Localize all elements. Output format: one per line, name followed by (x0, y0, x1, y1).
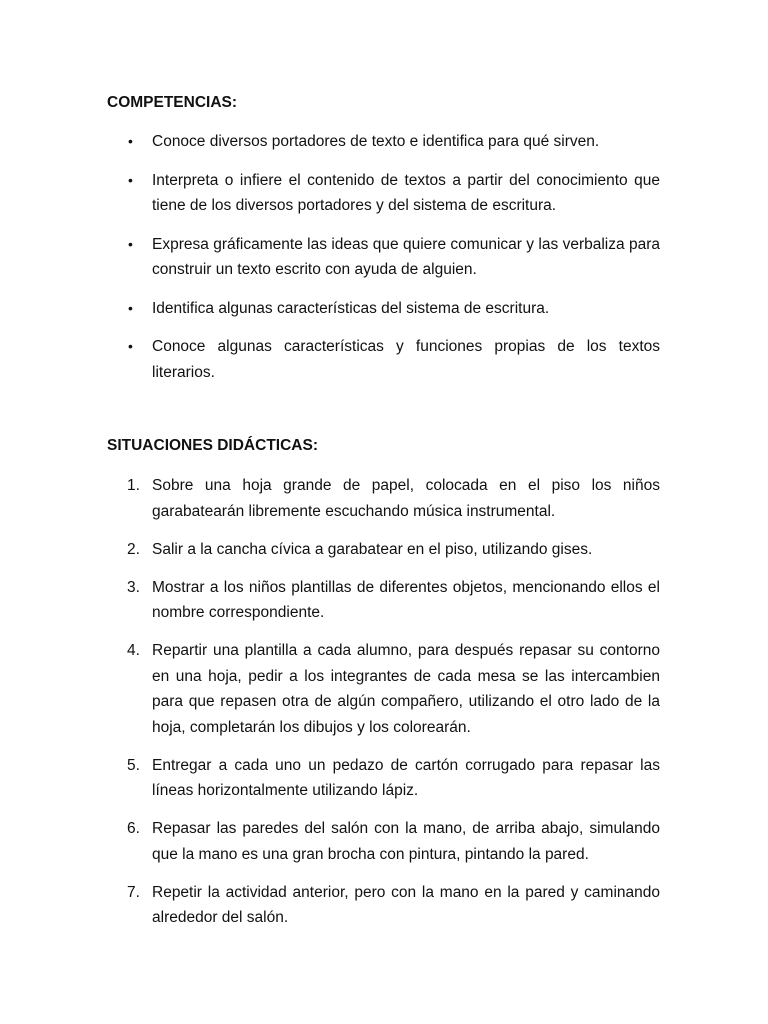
list-item-text: Expresa gráficamente las ideas que quiere comunicar y las verbaliza para construir un texto escrito con ayuda de alguien. (152, 235, 660, 278)
list-item-text: Entregar a cada uno un pedazo de cartón corrugado para repasar las líneas horizontalmente utilizando lápiz. (152, 756, 660, 799)
list-number: 2. (127, 540, 140, 558)
list-number: 4. (127, 642, 140, 659)
bullet-icon: • (128, 338, 133, 354)
list-item (127, 537, 660, 563)
list-item-text: Sobre una hoja grande de papel, colocada en el piso los niños garabatearán libremente escuchando música instrumental. (152, 477, 660, 520)
bullet-icon: • (128, 133, 133, 149)
list-item (127, 753, 660, 804)
list-item (128, 168, 660, 219)
list-item (128, 232, 660, 283)
list-item-text: Identifica algunas características del sistema de escritura. (152, 299, 550, 317)
list-item-text: Repartir una plantilla a cada alumno, para después repasar su contorno en una hoja, pedir a los integrantes de cada mesa se las intercambien para que repasen otra de algún compañero, utilizando el otro lado de la hoja, completarán los dibujos y los colorearán. (152, 642, 660, 736)
list-number: 7. (127, 883, 140, 901)
bullet-icon: • (128, 171, 133, 188)
list-item (127, 575, 660, 626)
list-item (128, 334, 660, 385)
list-item (127, 638, 660, 740)
list-item-text: Repetir la actividad anterior, pero con la mano en la pared y caminando alrededor del salón. (152, 883, 660, 926)
list-item (128, 129, 660, 155)
list-number: 1. (127, 477, 140, 494)
list-item (127, 473, 660, 524)
list-item-text: Interpreta o infiere el contenido de textos a partir del conocimiento que tiene de los diversos portadores y del sistema de escritura. (152, 171, 660, 214)
bullet-icon: • (128, 299, 133, 316)
bullet-icon: • (128, 235, 133, 252)
list-item (127, 816, 660, 867)
list-item-text: Salir a la cancha cívica a garabatear en el piso, utilizando gises. (152, 540, 593, 558)
competencias-list (128, 129, 660, 398)
situaciones-heading: SITUACIONES DIDÁCTICAS: (107, 437, 318, 454)
competencias-heading: COMPETENCIAS: (107, 94, 238, 111)
list-number: 3. (127, 578, 140, 596)
list-item (128, 296, 660, 322)
list-number: 5. (127, 756, 140, 774)
list-item-text: Conoce algunas características y funciones propias de los textos literarios. (152, 338, 660, 381)
situaciones-list (127, 473, 660, 943)
list-item-text: Repasar las paredes del salón con la mano, de arriba abajo, simulando que la mano es una gran brocha con pintura, pintando la pared. (152, 820, 660, 863)
list-number: 6. (127, 820, 140, 837)
list-item-text: Conoce diversos portadores de texto e identifica para qué sirven. (152, 133, 600, 150)
list-item (127, 880, 660, 931)
list-item-text: Mostrar a los niños plantillas de diferentes objetos, mencionando ellos el nombre correspondiente. (152, 578, 660, 621)
